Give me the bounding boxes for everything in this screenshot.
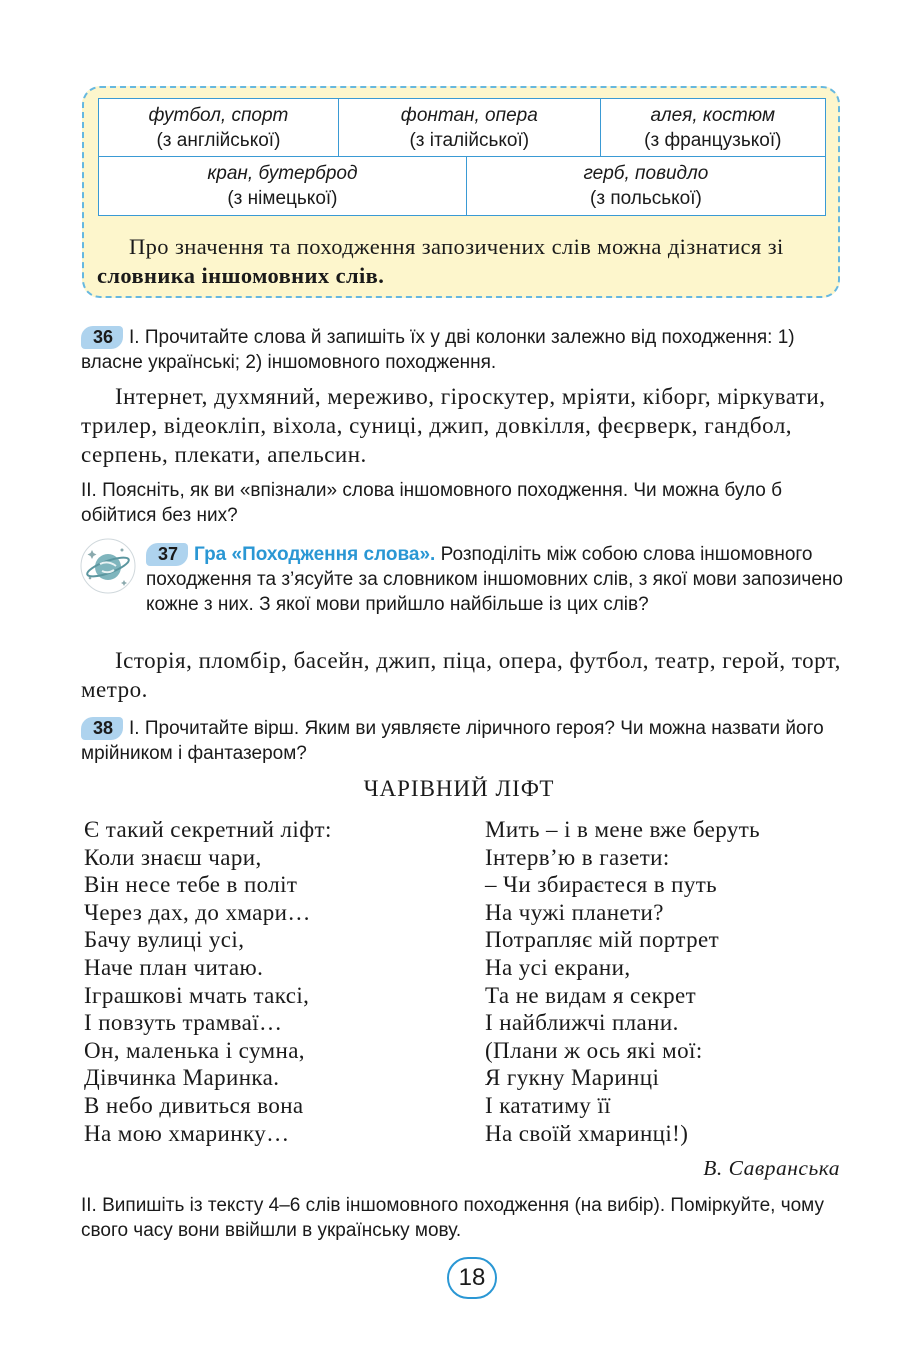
poem-line: Мить – і в мене вже беруть: [485, 817, 761, 842]
table-cell: [99, 157, 467, 216]
poem-line: Потрапляє мій портрет: [485, 927, 720, 953]
poem-line: Он, маленька і сумна,: [84, 1037, 305, 1063]
cell-language: (з італійської): [409, 130, 530, 151]
info-note-text: Про значення та походження запозичених слів можна дізнатися зі: [129, 234, 784, 259]
page-number: 18: [447, 1257, 497, 1299]
cell-words: фонтан, опера: [400, 105, 538, 126]
cell-words: кран, бутерброд: [207, 163, 358, 184]
poem-line: Дівчинка Маринка.: [84, 1065, 280, 1091]
poem-line: – Чи збираєтеся в путь: [485, 872, 718, 898]
info-note: [97, 232, 829, 290]
task-38-part2: II. Випишіть із тексту 4–6 слів іншомовного походження (на вибір). Поміркуйте, чому свого часу вони ввійшли в українську мову.: [81, 1195, 824, 1241]
poem-line: На усі екрани,: [485, 954, 631, 980]
table-cell: [99, 99, 339, 158]
poem-title: ЧАРІВНИЙ ЛІФТ: [363, 776, 555, 801]
info-note-end: .: [378, 263, 385, 288]
poem-line: Інтерв’ю в газети:: [485, 844, 670, 870]
task-36-text: I. Прочитайте слова й запишіть їх у дві колонки залежно від походження: 1) власне українські; 2) іншомовного походження.: [81, 327, 795, 373]
poem-line: І найближчі плани.: [485, 1010, 679, 1036]
task-37-wordlist: Історія, пломбір, басейн, джип, піца, опера, футбол, театр, герой, торт, метро.: [81, 648, 841, 702]
poem-line: Бачу вулиці усі,: [84, 927, 245, 953]
cell-language: (з німецької): [227, 188, 338, 209]
task-36-instruction: [81, 325, 845, 375]
task-number-badge: 38: [81, 717, 123, 740]
cell-language: (з польської): [590, 188, 702, 209]
poem-line: Я гукну Маринці: [485, 1065, 660, 1091]
table-cell: [338, 99, 600, 158]
poem-line: Наче план читаю.: [84, 954, 264, 980]
game-planet-icon: [80, 538, 136, 594]
cell-language: (з французької): [644, 130, 782, 151]
poem-line: Він несе тебе в політ: [84, 872, 298, 898]
task-37-text: Розподіліть між собою слова іншомовного походження та з’ясуйте за словником іншомовних слів, з якої мови запозичено кожне з них. З якої мови прийшло найбільше із цих слів?: [146, 544, 843, 615]
poem-line: В небо дивиться вона: [84, 1092, 304, 1118]
poem-line: І кататиму її: [485, 1092, 611, 1118]
poem-line: На мою хмаринку…: [84, 1120, 290, 1146]
task-number-badge: 37: [146, 543, 188, 566]
poem-line: І повзуть трамваї…: [84, 1010, 283, 1036]
task-37-instruction: [146, 542, 845, 617]
game-title: Гра «Походження слова».: [194, 544, 436, 565]
poem-line: Через дах, до хмари…: [84, 899, 311, 925]
poem-line: (Плани ж ось які мої:: [485, 1037, 703, 1063]
info-note-bold: словника іншомовних слів: [97, 263, 379, 288]
poem-line: Та не видам я секрет: [485, 982, 697, 1008]
word-origin-table: [98, 98, 826, 158]
poem-line: На чужі планети?: [485, 899, 664, 925]
task-36-part2: II. Поясніть, як ви «впізнали» слова іншомовного походження. Чи можна було б обійтися без них?: [81, 480, 782, 526]
word-origin-table-row2: [98, 156, 826, 216]
poem-line: Є такий секретний ліфт:: [84, 817, 332, 842]
table-row: [99, 157, 826, 216]
poem-left-column: [84, 816, 332, 1147]
poem-right-column: [485, 816, 760, 1147]
cell-words: герб, повидло: [583, 163, 709, 184]
cell-words: алея, костюм: [650, 105, 776, 126]
task-38-text: I. Прочитайте вірш. Яким ви уявляєте ліричного героя? Чи можна назвати його мрійником і фантазером?: [81, 718, 824, 764]
task-36-wordlist: Інтернет, духмяний, мереживо, гіроскутер, мріяти, кіборг, міркувати, трилер, відеокліп, віхола, суниці, джип, довкілля, феєрверк, гандбол, серпень, плекати, апельсин.: [81, 384, 826, 467]
poem-author: В. Савранська: [703, 1156, 840, 1180]
poem-line: Іграшкові мчать таксі,: [84, 982, 310, 1008]
cell-words: футбол, спорт: [148, 105, 289, 126]
poem-line: На своїй хмаринці!): [485, 1120, 689, 1146]
table-cell: [600, 99, 825, 158]
task-38-instruction: [81, 716, 845, 766]
task-number-badge: 36: [81, 326, 123, 349]
table-row: [99, 99, 826, 158]
table-cell: [466, 157, 825, 216]
poem-line: Коли знаєш чари,: [84, 844, 262, 870]
cell-language: (з англійської): [156, 130, 281, 151]
